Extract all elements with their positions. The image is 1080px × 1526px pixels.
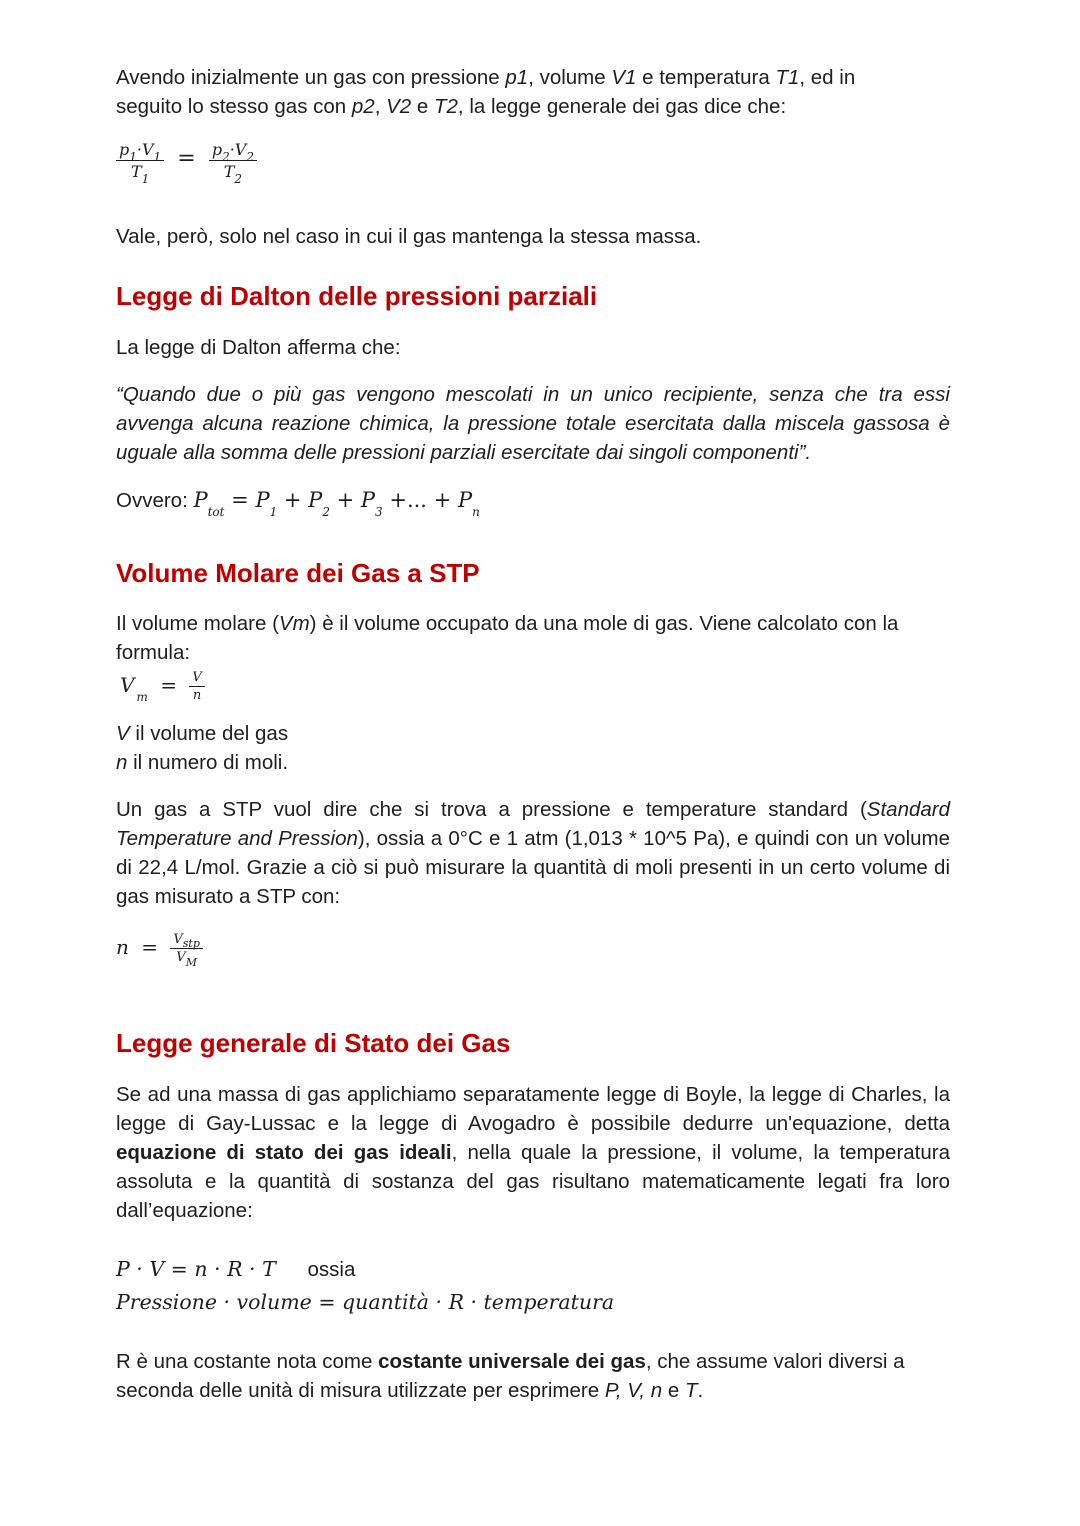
intro-text: , bbox=[374, 95, 387, 118]
dalton-intro: La legge di Dalton afferma che: bbox=[116, 336, 401, 359]
fraction-left: $\frac{p_1\cdot V_1}{T_1}$ bbox=[116, 140, 164, 181]
molar-volume-formula: V $_m$ = $\frac{V}{n}$ bbox=[120, 670, 205, 703]
molar-heading: Volume Molare dei Gas a STP bbox=[116, 558, 480, 588]
state-paragraph-2: R è una costante nota come costante universale dei gas, che assume valori diversi a seconda delle unità di misura utilizzate per esprimere P, V, n e T. bbox=[116, 1350, 905, 1402]
intro-text: seguito lo stesso gas con bbox=[116, 95, 352, 118]
moles-formula: n = $\frac{V_{stp}}{V_M}$ bbox=[116, 932, 203, 965]
ossia-label: ossia bbox=[307, 1258, 356, 1281]
state-heading: Legge generale di Stato dei Gas bbox=[116, 1028, 511, 1058]
molar-paragraph-2: Un gas a STP vuol dire che si trova a pressione e temperature standard (Standard Temperature and Pression), ossia a 0°C e 1 atm (1,013 * 10^5 Pa), e quindi con un volume di 22,4 L/mol. Grazie a ciò si può misurare la quantità di moli presenti in un certo volume di gas misurato a STP con: bbox=[116, 798, 951, 908]
intro-text: e bbox=[411, 95, 434, 118]
intro-text: e temperatura bbox=[636, 66, 776, 89]
combined-gas-law-formula bbox=[116, 140, 257, 186]
intro-paragraph bbox=[116, 63, 950, 121]
var-t1: T1 bbox=[775, 66, 800, 89]
ovvero-label: Ovvero: bbox=[116, 489, 194, 512]
var-vm: Vm bbox=[278, 612, 310, 635]
var-v2: V2 bbox=[386, 95, 412, 118]
intro-text: , ed in bbox=[799, 66, 856, 89]
intro-text: Avendo inizialmente un gas con pressione bbox=[116, 66, 506, 89]
intro-text: , volume bbox=[528, 66, 612, 89]
state-paragraph-1: Se ad una massa di gas applichiamo separatamente legge di Boyle, la legge di Charles, la legge di Gay-Lussac e la legge di Avogadro è possibile dedurre un'equazione, detta equazione di stato dei gas ideali, nella quale la pressione, il volume, la temperatura assoluta e la quantità di sostanza del gas risultano matematicamente legati fra loro dall’equazione: bbox=[116, 1083, 950, 1222]
equation-words: Pressione · volume = quantità · R · temperatura bbox=[116, 1290, 615, 1314]
ideal-gas-equation-term: equazione di stato dei gas ideali bbox=[116, 1141, 452, 1164]
intro-text: , la legge generale dei gas dice che: bbox=[457, 95, 787, 118]
dalton-formula: $P_{tot} = P_1 + P_2 + P_3$ +... + $P_n$ bbox=[193, 488, 480, 519]
ideal-gas-equation bbox=[116, 1254, 355, 1285]
fraction-right: $\frac{p_2\cdot V_2}{T_2}$ bbox=[209, 140, 257, 181]
var-p2: p2 bbox=[351, 95, 375, 118]
def-n-symbol: n bbox=[116, 751, 128, 774]
def-v-symbol: V bbox=[116, 722, 130, 745]
molar-paragraph-1: Il volume molare (Vm) è il volume occupato da una mole di gas. Viene calcolato con la formula: bbox=[116, 612, 899, 664]
var-v1: V1 bbox=[611, 66, 637, 89]
dalton-heading: Legge di Dalton delle pressioni parziali bbox=[116, 281, 598, 311]
equation-symbols: P · V = n · R · T bbox=[116, 1257, 276, 1281]
var-p1: p1 bbox=[505, 66, 529, 89]
dalton-formula-line bbox=[116, 486, 480, 518]
equals-sign: = bbox=[177, 146, 196, 171]
dalton-quote: “Quando due o più gas vengono mescolati in un unico recipiente, senza che tra essi avvenga alcuna reazione chimica, la pressione totale esercitata dalla miscela gassosa è uguale alla somma delle pressioni parziali esercitate dai singoli componenti”. bbox=[116, 383, 950, 464]
intro-note: Vale, però, solo nel caso in cui il gas mantenga la stessa massa. bbox=[116, 225, 702, 248]
var-t2: T2 bbox=[433, 95, 458, 118]
universal-constant-term: costante universale dei gas bbox=[378, 1350, 646, 1373]
molar-definitions: V il volume del gas n il numero di moli. bbox=[116, 722, 289, 774]
